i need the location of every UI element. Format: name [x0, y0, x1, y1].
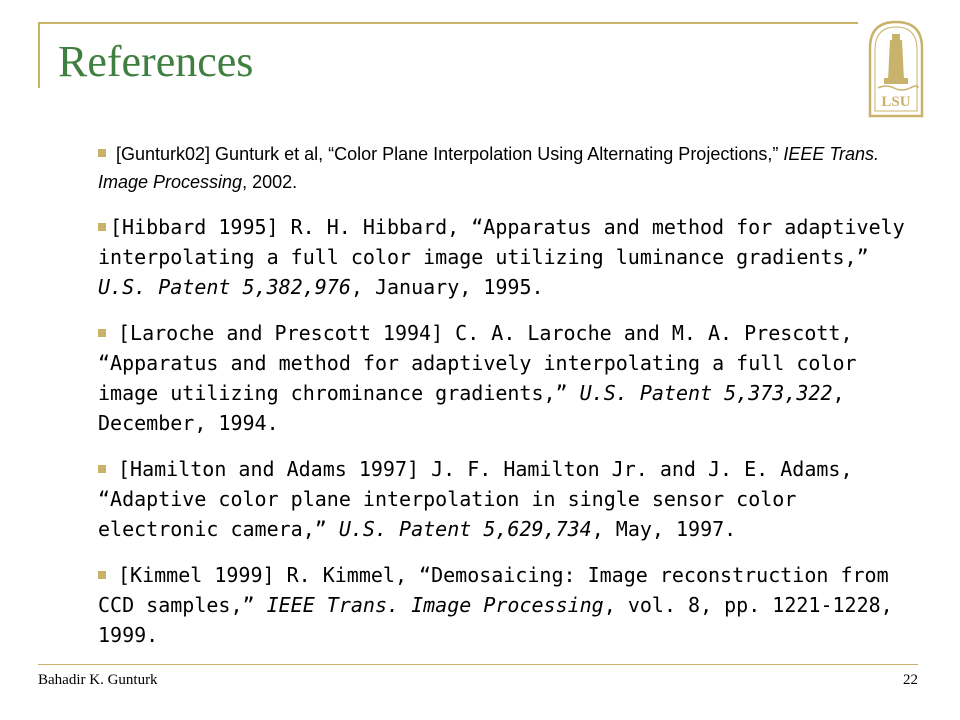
bullet-icon [98, 571, 106, 579]
footer-divider [38, 664, 918, 665]
ref-text-end: , 2002. [242, 172, 298, 192]
references-list [98, 140, 918, 666]
ref-source: U.S. Patent 5,382,976 [98, 275, 351, 299]
bullet-icon [98, 465, 106, 473]
bullet-icon [98, 149, 106, 157]
list-item [98, 454, 918, 544]
list-item [98, 560, 918, 650]
ref-text: [Gunturk02] Gunturk et al, “Color Plane Interpolation Using Alternating Projections,” [116, 144, 784, 164]
slide-title: References [58, 37, 254, 86]
ref-text-end: , January, 1995. [350, 275, 544, 299]
frame-left-line [38, 22, 40, 88]
list-item [98, 212, 918, 302]
footer-author: Bahadir K. Gunturk [38, 672, 158, 688]
ref-text: [Hamilton and Adams 1997] J. F. Hamilton Jr. and J. E. Adams, “Adaptive color plane interpolation in single sensor color electronic camera,” [98, 457, 853, 541]
ref-text-end: , December, 1994. [98, 381, 845, 435]
ref-source: U.S. Patent 5,629,734 [338, 517, 592, 541]
frame-top-line [38, 22, 858, 24]
ref-text: [Hibbard 1995] R. H. Hibbard, “Apparatus and method for adaptively interpolating a full color image utilizing luminance gradients,” [98, 215, 905, 269]
ref-source: U.S. Patent 5,373,322 [579, 381, 833, 405]
page-number: 22 [903, 672, 918, 688]
ref-source: IEEE Trans. Image Processing [98, 144, 880, 192]
bullet-icon [98, 329, 106, 337]
lsu-logo-icon [866, 18, 926, 118]
list-item [98, 318, 918, 438]
ref-text-end: , vol. 8, pp. 1221-1228, 1999. [98, 593, 893, 647]
ref-text: [Kimmel 1999] R. Kimmel, “Demosaicing: Image reconstruction from CCD samples,” [98, 563, 889, 617]
logo-text: LSU [881, 94, 911, 110]
ref-source: IEEE Trans. Image Processing [266, 593, 604, 617]
bullet-icon [98, 223, 106, 231]
list-item [98, 140, 918, 196]
ref-text-end: , May, 1997. [591, 517, 737, 541]
ref-text: [Laroche and Prescott 1994] C. A. Laroche and M. A. Prescott, “Apparatus and method for adaptively interpolating a full color image utilizing chrominance gradients,” [98, 321, 857, 405]
